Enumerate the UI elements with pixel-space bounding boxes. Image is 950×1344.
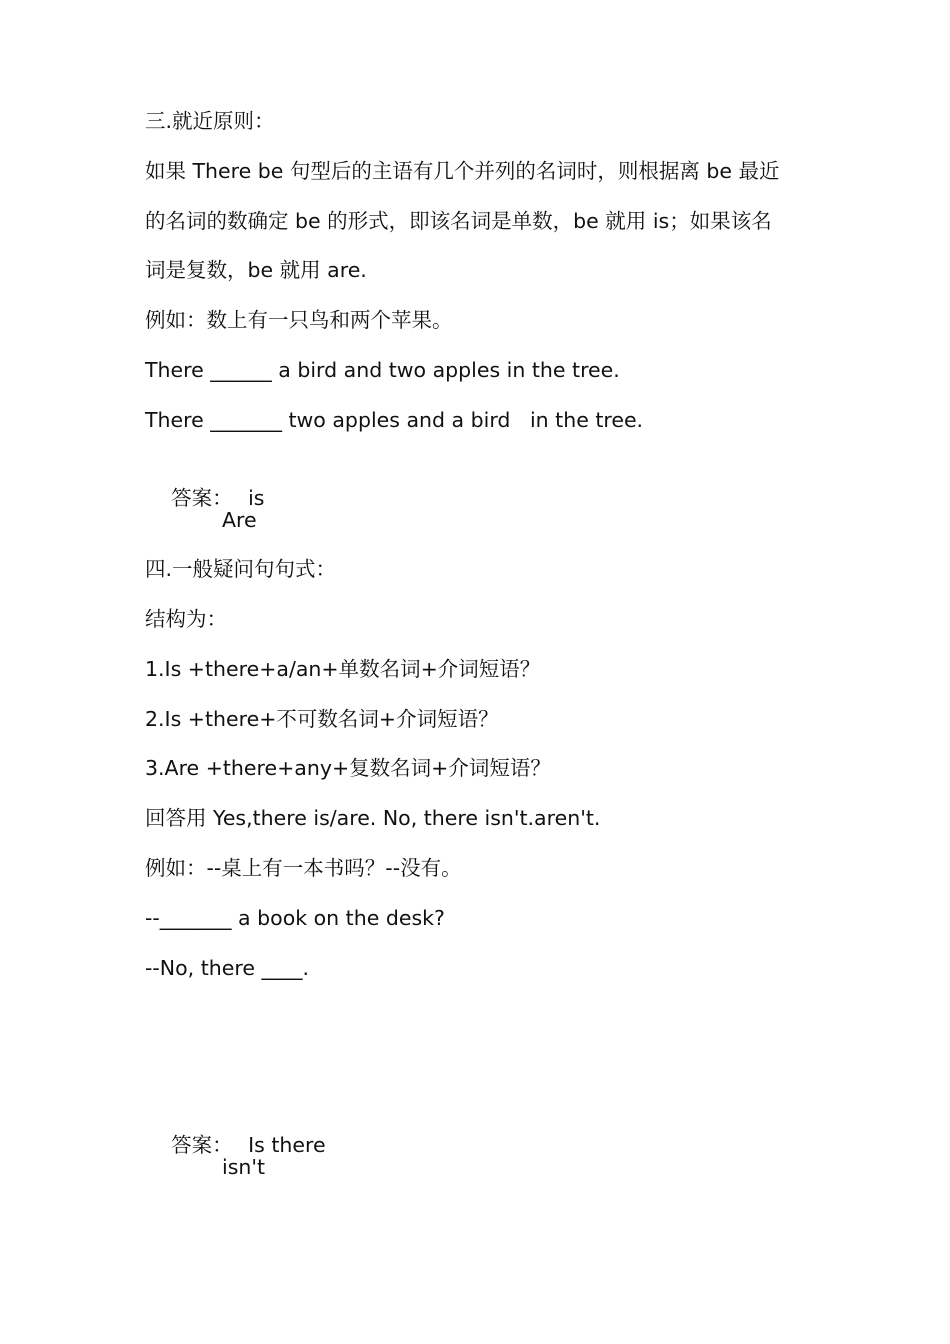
answer2-b: isn't (222, 1155, 266, 1179)
structure-item-3: 3.Are +there+any+复数名词+介词短语？ (145, 756, 551, 780)
example2-intro: 例如：--桌上有一本书吗？--没有。 (145, 856, 462, 880)
section3-title: 三.就近原则： (145, 109, 275, 133)
structure-item-2: 2.Is +there+不可数名词+介词短语？ (145, 707, 499, 731)
reply-line: 回答用 Yes,there is/are. No, there isn't.aren't. (145, 806, 601, 830)
example2-question-1: --_______ a book on the desk? (145, 906, 445, 930)
answer-label: 答案： (171, 486, 233, 510)
rule-line-3: 词是复数，be 就用 are. (145, 258, 367, 282)
section4-title: 四.一般疑问句句式： (145, 557, 337, 581)
example2-question-2: --No, there ____. (145, 956, 309, 980)
structure-label: 结构为： (145, 607, 227, 631)
example1-question-1: There ______ a bird and two apples in the tree. (145, 358, 620, 382)
answer1-b: Are (222, 508, 257, 532)
example1-question-2: There _______ two apples and a bird in the tree. (145, 408, 644, 432)
answer1-a: is (248, 486, 265, 510)
answer2-a: Is there (248, 1133, 326, 1157)
rule-line-1: 如果 There be 句型后的主语有几个并列的名词时，则根据离 be 最近 (145, 159, 780, 183)
example1-intro: 例如：数上有一只鸟和两个苹果。 (145, 308, 453, 332)
structure-item-1: 1.Is +there+a/an+单数名词+介词短语？ (145, 657, 541, 681)
rule-line-2: 的名词的数确定 be 的形式，即该名词是单数，be 就用 is；如果该名 (145, 209, 772, 233)
answer-label: 答案： (171, 1133, 233, 1157)
